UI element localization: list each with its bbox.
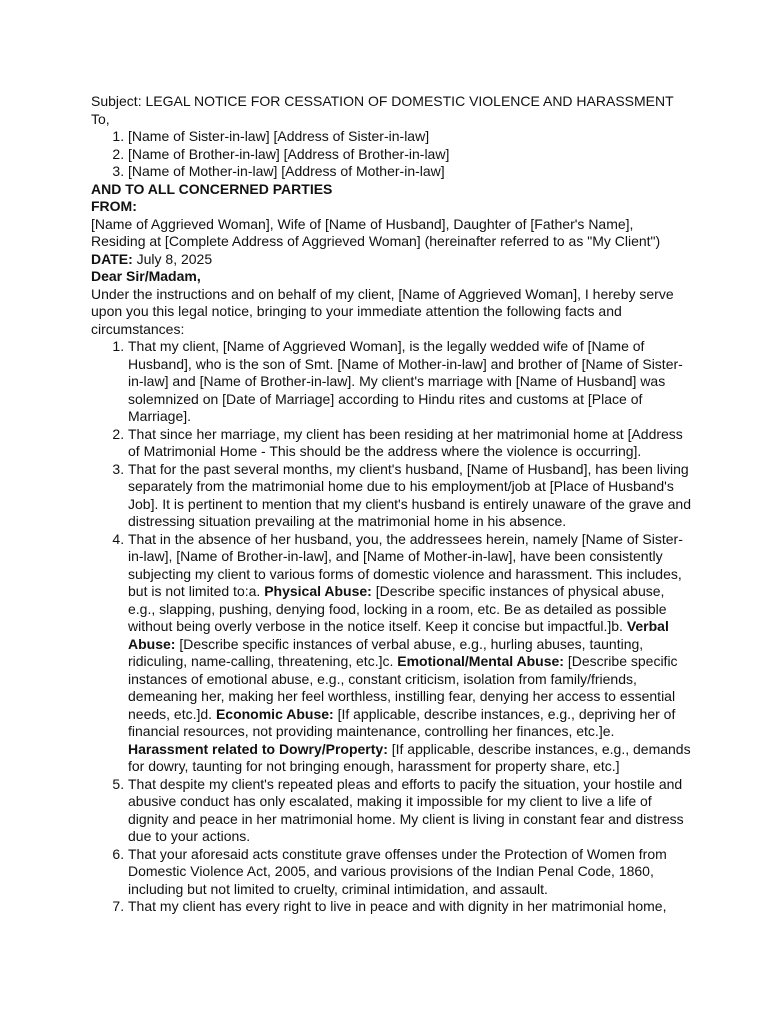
verbal-abuse-text: [Describe specific instances of verbal abuse, e.g., hurling abuses, taunting, ridiculing, name-calling, threatening, etc.]c. xyxy=(128,635,644,669)
abuse-lead: That in the absence of her husband, you, the addressees herein, namely [Name of Sister-in-law], [Name of Brother-in-law], and [Name of Mother-in-law], have been consistently subjecting my client to various forms of domestic violence and harassment. This includes, but is not limited to:a. xyxy=(128,530,683,599)
physical-abuse-label: Physical Abuse: xyxy=(264,583,372,599)
verbal-abuse-label: Verbal Abuse: xyxy=(128,618,669,652)
physical-abuse-text: [Describe specific instances of physical abuse, e.g., slapping, pushing, denying food, locking in a room, etc. Be as detailed as possible without being overly verbose in the notice itself. Keep it concise but impactful.]b. xyxy=(128,583,667,634)
concerned-parties-heading: AND TO ALL CONCERNED PARTIES xyxy=(91,180,333,197)
subject-line: Subject: LEGAL NOTICE FOR CESSATION OF DOMESTIC VIOLENCE AND HARASSMENT xyxy=(91,93,674,109)
recipient-item: 2. [Name of Brother-in-law] [Address of Brother-in-law] xyxy=(128,146,691,164)
from-text: [Name of Aggrieved Woman], Wife of [Name of Husband], Daughter of [Father's Name], Residing at [Complete Address of Aggrieved Woman] (hereinafter referred to as "My Client") xyxy=(91,215,661,249)
recipient-item: 1. [Name of Sister-in-law] [Address of Sister-in-law] xyxy=(128,128,691,146)
fact-item: 2. That since her marriage, my client has been residing at her matrimonial home at [Address of Matrimonial Home - This should be the address where the violence is occurring]. xyxy=(128,426,691,461)
recipient-list xyxy=(91,128,691,181)
facts-list xyxy=(91,338,691,916)
fact-item: 6. That your aforesaid acts constitute grave offenses under the Protection of Women from Domestic Violence Act, 2005, and various provisions of the Indian Penal Code, 1860, including but not limited to cruelty, criminal intimidation, and assault. xyxy=(128,846,691,899)
emotional-abuse-text: [Describe specific instances of emotional abuse, e.g., constant criticism, isolation from family/friends, demeaning her, making her feel worthless, instilling fear, denying her access to essential needs, etc.]d. xyxy=(128,653,678,722)
date-label: DATE: xyxy=(91,250,133,267)
fact-item: 3. That for the past several months, my client's husband, [Name of Husband], has been living separately from the matrimonial home due to his employment/job at [Place of Husband's Job]. It is pertinent to mention that my client's husband is entirely unaware of the grave and distressing situation prevailing at the matrimonial home in his absence. xyxy=(128,461,691,531)
fact-item: 5. That despite my client's repeated pleas and efforts to pacify the situation, your hostile and abusive conduct has only escalated, making it impossible for my client to live a life of dignity and peace in her matrimonial home. My client is living in constant fear and distress due to your actions. xyxy=(128,776,691,846)
to-label: To, xyxy=(91,110,110,127)
from-label: FROM: xyxy=(91,198,137,214)
dowry-harassment-text: [If applicable, describe instances, e.g., demands for dowry, taunting for not bringing enough, harassment for property share, etc.] xyxy=(128,740,691,774)
intro-paragraph: Under the instructions and on behalf of my client, [Name of Aggrieved Woman], I hereby serve upon you this legal notice, bringing to your immediate attention the following facts and circumstances: xyxy=(91,285,674,337)
fact-item: 7. That my client has every right to live in peace and with dignity in her matrimonial home, xyxy=(128,898,691,916)
fact-item: 1. That my client, [Name of Aggrieved Woman], is the legally wedded wife of [Name of Husband], who is the son of Smt. [Name of Mother-in-law] and brother of [Name of Sister-in-law] and [Name of Brother-in-law]. My client's marriage with [Name of Husband] was solemnized on [Date of Marriage] according to Hindu rites and customs at [Place of Marriage]. xyxy=(128,338,691,426)
date-line xyxy=(91,251,691,269)
emotional-abuse-label: Emotional/Mental Abuse: xyxy=(397,653,564,669)
dowry-harassment-label: Harassment related to Dowry/Property: xyxy=(128,740,388,757)
fact-item-abuse xyxy=(128,531,691,776)
salutation: Dear Sir/Madam, xyxy=(91,268,201,284)
recipient-item: 3. [Name of Mother-in-law] [Address of Mother-in-law] xyxy=(128,163,691,181)
legal-notice-document xyxy=(91,93,691,916)
economic-abuse-text: [If applicable, describe instances, e.g., depriving her of financial resources, not providing maintenance, controlling her finances, etc.]e. xyxy=(128,705,676,739)
date-value: July 8, 2025 xyxy=(132,250,213,267)
economic-abuse-label: Economic Abuse: xyxy=(215,705,334,722)
